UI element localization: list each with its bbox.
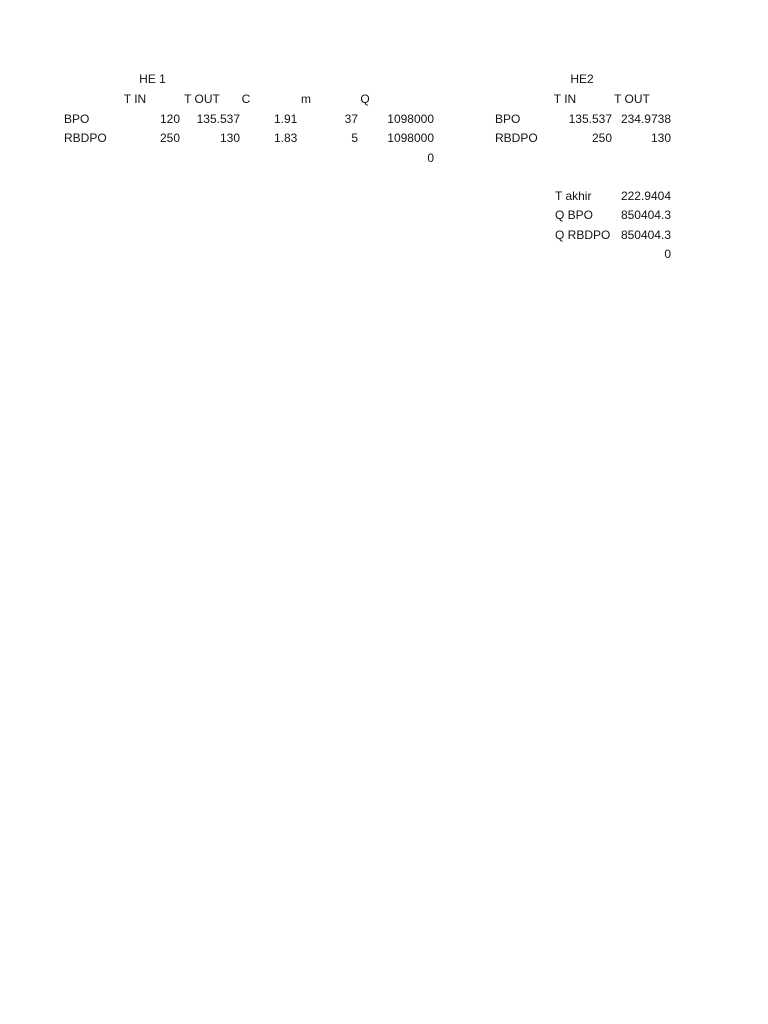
he1-cell-tout: 130 xyxy=(219,131,240,145)
he1-row-label: BPO xyxy=(64,112,90,126)
he2-row-label: BPO xyxy=(495,112,521,126)
he2-result-label: T akhir xyxy=(555,189,592,203)
he1-header-c: C xyxy=(241,92,251,106)
he2-result-label: Q BPO xyxy=(555,208,594,222)
he2-cell-tin: 250 xyxy=(591,131,612,145)
he2-cell-tout: 130 xyxy=(650,131,671,145)
he1-cell-m: 37 xyxy=(344,112,358,126)
he1-header-q: Q xyxy=(360,92,370,106)
he1-header-m: m xyxy=(301,92,311,106)
he2-result-value: 222.9404 xyxy=(620,189,671,203)
he1-cell-tin: 120 xyxy=(159,112,180,126)
he2-result-value: 850404.3 xyxy=(620,208,671,222)
he2-cell-tout: 234.9738 xyxy=(620,112,671,126)
he1-header-tout: T OUT xyxy=(184,92,220,106)
he1-diff-value: 0 xyxy=(427,151,434,165)
he2-diff-value: 0 xyxy=(664,247,671,261)
he1-cell-q: 1098000 xyxy=(387,131,434,145)
he1-cell-c: 1.91 xyxy=(274,112,298,126)
he2-cell-tin: 135.537 xyxy=(568,112,612,126)
he1-row-label: RBDPO xyxy=(64,131,107,145)
he1-cell-c: 1.83 xyxy=(274,131,298,145)
he1-header-tin: T IN xyxy=(123,92,147,106)
he2-result-value: 850404.3 xyxy=(620,228,671,242)
he2-header-tin: T IN xyxy=(553,92,577,106)
he1-title: HE 1 xyxy=(139,72,166,86)
he2-header-tout: T OUT xyxy=(614,92,650,106)
he2-row-label: RBDPO xyxy=(495,131,538,145)
he1-cell-m: 5 xyxy=(351,131,358,145)
he2-title: HE2 xyxy=(570,72,594,86)
he1-cell-tout: 135.537 xyxy=(196,112,240,126)
he2-result-label: Q RBDPO xyxy=(555,228,611,242)
he1-cell-q: 1098000 xyxy=(387,112,434,126)
he1-cell-tin: 250 xyxy=(159,131,180,145)
